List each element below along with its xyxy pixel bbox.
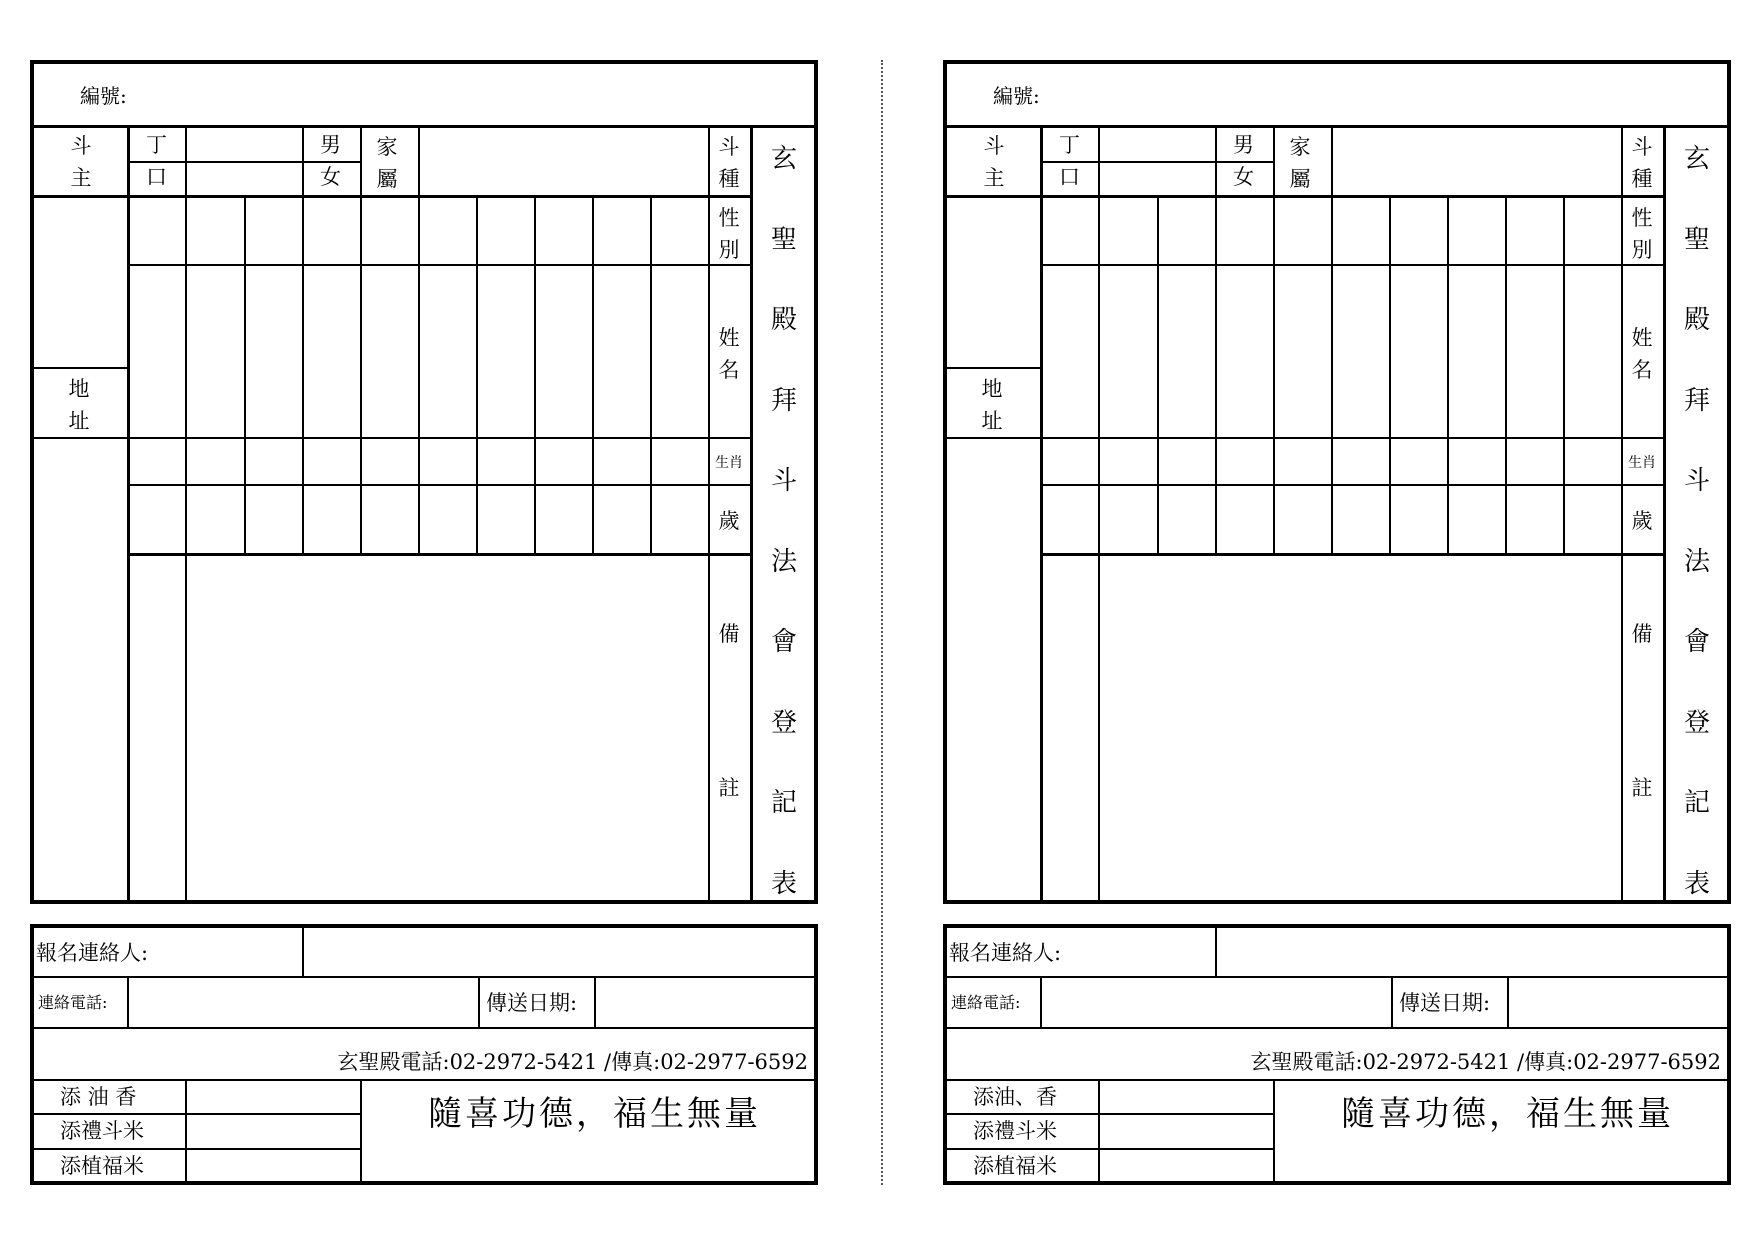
dou-zhu-name-field[interactable] — [34, 197, 126, 365]
remarks-label-bottom: 註 — [1631, 776, 1653, 800]
gender-label: 性 別 — [1631, 206, 1653, 262]
donation-oil-field[interactable] — [188, 1081, 358, 1112]
temple-contact: 玄聖殿電話:02-2972-5421 /傳真:02-2977-6592 — [1250, 1050, 1721, 1074]
serial-label: 編號: — [80, 84, 127, 108]
donation-oil-field[interactable] — [1101, 1081, 1271, 1112]
remarks-label-bottom: 註 — [718, 776, 740, 800]
serial-label: 編號: — [993, 84, 1040, 108]
remarks-field[interactable] — [1043, 556, 1619, 900]
slogan: 隨喜功德，福生無量 — [1341, 1094, 1674, 1134]
age-label: 歲 — [718, 509, 740, 533]
slogan: 隨喜功德，福生無量 — [428, 1094, 761, 1134]
dou-zhong-label: 斗 種 — [1631, 135, 1653, 191]
donation-label-blessing-rice: 添植福米 — [973, 1154, 1057, 1178]
ding-label: 丁 — [1059, 133, 1080, 157]
donation-blessing-rice-field[interactable] — [1101, 1150, 1271, 1181]
name-label: 姓 名 — [1631, 326, 1653, 382]
send-date-label: 傳送日期: — [1399, 991, 1491, 1015]
kou-count-field[interactable] — [1101, 163, 1213, 194]
remarks-label-top: 備 — [718, 622, 740, 646]
female-label: 女 — [320, 165, 341, 189]
contact-person-label: 報名連絡人: — [36, 941, 149, 965]
donation-label-dou-rice: 添禮斗米 — [60, 1119, 144, 1143]
ding-count-field[interactable] — [188, 128, 300, 160]
ding-count-field[interactable] — [1101, 128, 1213, 160]
contact-person-field[interactable] — [305, 928, 813, 974]
contact-person-label: 報名連絡人: — [949, 941, 1062, 965]
contact-phone-field[interactable] — [130, 978, 476, 1026]
female-label: 女 — [1233, 165, 1254, 189]
kou-label: 口 — [1059, 165, 1080, 189]
address-field[interactable] — [947, 440, 1039, 900]
dou-zhu-label: 斗 主 — [983, 134, 1005, 190]
zodiac-label: 生肖 — [1628, 455, 1656, 471]
remarks-field[interactable] — [130, 556, 706, 900]
dou-zhong-label: 斗 種 — [718, 135, 740, 191]
donation-label-oil: 添油、香 — [973, 1085, 1057, 1109]
address-label: 地 址 — [68, 377, 90, 433]
contact-phone-label: 連絡電話: — [38, 993, 108, 1012]
name-label: 姓 名 — [718, 326, 740, 382]
address-label: 地 址 — [981, 377, 1003, 433]
temple-contact: 玄聖殿電話:02-2972-5421 /傳真:02-2977-6592 — [337, 1050, 808, 1074]
family-field[interactable] — [421, 128, 707, 194]
send-date-field[interactable] — [1510, 978, 1726, 1026]
gender-label: 性 別 — [718, 206, 740, 262]
dou-zhu-label: 斗 主 — [70, 134, 92, 190]
registration-form-2 — [913, 0, 1733, 1240]
donation-dou-rice-field[interactable] — [1101, 1116, 1271, 1147]
ding-label: 丁 — [146, 133, 167, 157]
donation-label-oil: 添 油 香 — [60, 1085, 137, 1109]
registration-form-1 — [0, 0, 820, 1240]
serial-field[interactable] — [1073, 66, 1723, 124]
family-label: 家 屬 — [376, 135, 398, 191]
send-date-field[interactable] — [597, 978, 813, 1026]
family-label: 家 屬 — [1289, 135, 1311, 191]
contact-phone-field[interactable] — [1043, 978, 1389, 1026]
male-label: 男 — [1233, 133, 1254, 157]
donation-dou-rice-field[interactable] — [188, 1116, 358, 1147]
kou-label: 口 — [146, 165, 167, 189]
address-field[interactable] — [34, 440, 126, 900]
send-date-label: 傳送日期: — [486, 991, 578, 1015]
form-title: 玄 聖 殿 拜 斗 法 會 登 記 表 — [1683, 144, 1710, 899]
contact-person-field[interactable] — [1218, 928, 1726, 974]
donation-label-blessing-rice: 添植福米 — [60, 1154, 144, 1178]
male-label: 男 — [320, 133, 341, 157]
zodiac-label: 生肖 — [715, 455, 743, 471]
family-field[interactable] — [1334, 128, 1620, 194]
contact-phone-label: 連絡電話: — [951, 993, 1021, 1012]
kou-count-field[interactable] — [188, 163, 300, 194]
remarks-label-top: 備 — [1631, 622, 1653, 646]
donation-label-dou-rice: 添禮斗米 — [973, 1119, 1057, 1143]
donation-blessing-rice-field[interactable] — [188, 1150, 358, 1181]
dou-zhu-name-field[interactable] — [947, 197, 1039, 365]
serial-field[interactable] — [160, 66, 810, 124]
age-label: 歲 — [1631, 509, 1653, 533]
cut-line — [881, 60, 883, 1185]
form-title: 玄 聖 殿 拜 斗 法 會 登 記 表 — [770, 144, 797, 899]
